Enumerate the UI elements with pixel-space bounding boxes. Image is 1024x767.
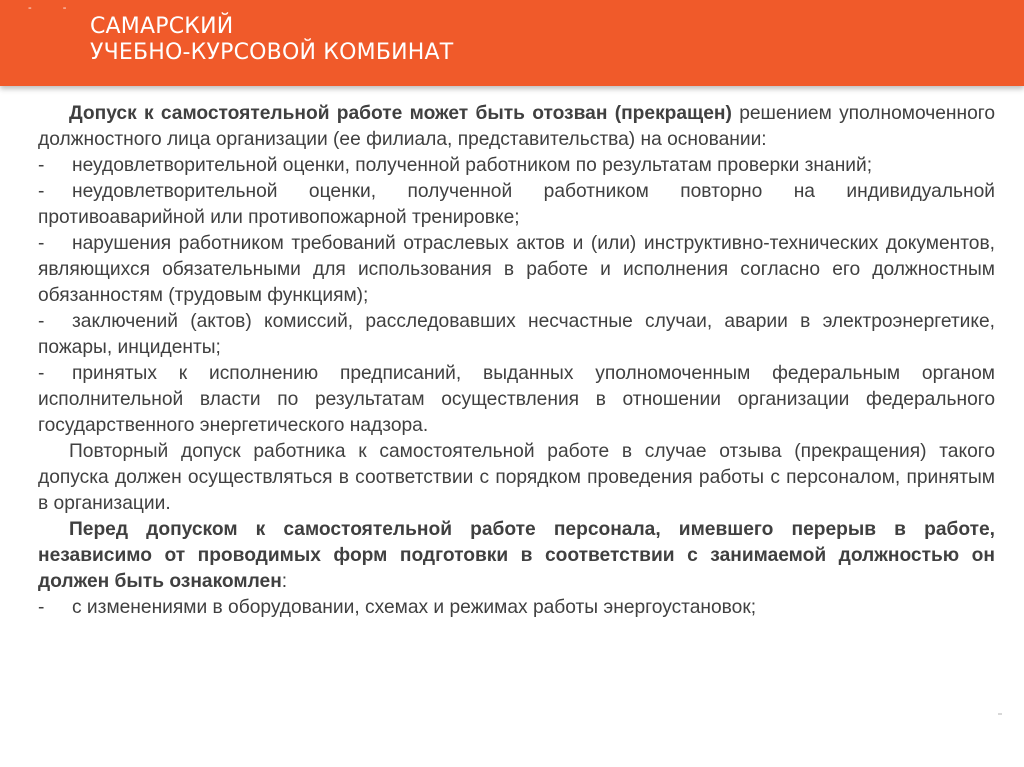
list-dash: - [38, 233, 45, 254]
list-item-text: с изменениями в оборудовании, схемах и режимах работы энергоустановок; [72, 597, 757, 618]
slide-body [38, 101, 995, 621]
list-item-text: неудовлетворительной оценки, полученной работником повторно на индивидуальной противоаварийной или противопожарной тренировке; [38, 181, 995, 228]
list-dash: - [38, 311, 45, 332]
paragraph-break-in-work-bold: Перед допуском к самостоятельной работе персонала, имевшего перерыв в работе, независимо от проводимых форм подготовки в соответствии с занимаемой должностью он должен быть ознакомлен [38, 519, 995, 592]
title-line-2: УЧЕБНО-КУРСОВОЙ КОМБИНАТ [90, 40, 454, 65]
list-dash: - [38, 181, 45, 202]
title-line-1: САМАРСКИЙ [90, 14, 234, 39]
header-banner [0, 0, 1024, 86]
list-item-text: принятых к исполнению предписаний, выданных уполномоченным федеральным органом исполнительной власти по результатам осуществления в отношении организации федерального государственного энергетического надзора. [38, 363, 995, 436]
paragraph-revocation-bold: Допуск к самостоятельной работе может быть отозван (прекращен) [69, 103, 732, 124]
paragraph-break-in-work [38, 517, 995, 595]
list-item [38, 153, 995, 179]
list-item [38, 231, 995, 309]
list-dash: - [38, 155, 45, 176]
list-dash: - [38, 363, 45, 384]
slide-corner-mark [998, 713, 1002, 715]
paragraph-readmission: Повторный допуск работника к самостоятельной работе в случае отзыва (прекращения) такого допуска должен осуществляться в соответствии с порядком проведения работы с персоналом, принятым в организации. [38, 441, 995, 514]
list-item-text: заключений (актов) комиссий, расследовавших несчастные случаи, аварии в электроэнергетике, пожары, инциденты; [38, 311, 995, 358]
list-item [38, 179, 995, 231]
paragraph-revocation [38, 101, 995, 153]
list-item-text: неудовлетворительной оценки, полученной работником по результатам проверки знаний; [72, 155, 873, 176]
organization-title [90, 14, 453, 66]
list-dash: - [38, 597, 45, 618]
list-item-text: нарушения работником требований отраслевых актов и (или) инструктивно-технических документов, являющихся обязательными для использования в работе и исполнения согласно его должностным обязанностям (трудовым функциям); [38, 233, 995, 306]
list-item [38, 309, 995, 361]
list-item [38, 361, 995, 439]
paragraph-revocation-rest: решением уполномоченного должностного лица организации (ее филиала, представительства) на основании: [38, 103, 995, 150]
list-item [38, 595, 995, 621]
header-marks: - - [28, 2, 81, 14]
paragraph-break-in-work-rest: : [281, 571, 288, 592]
